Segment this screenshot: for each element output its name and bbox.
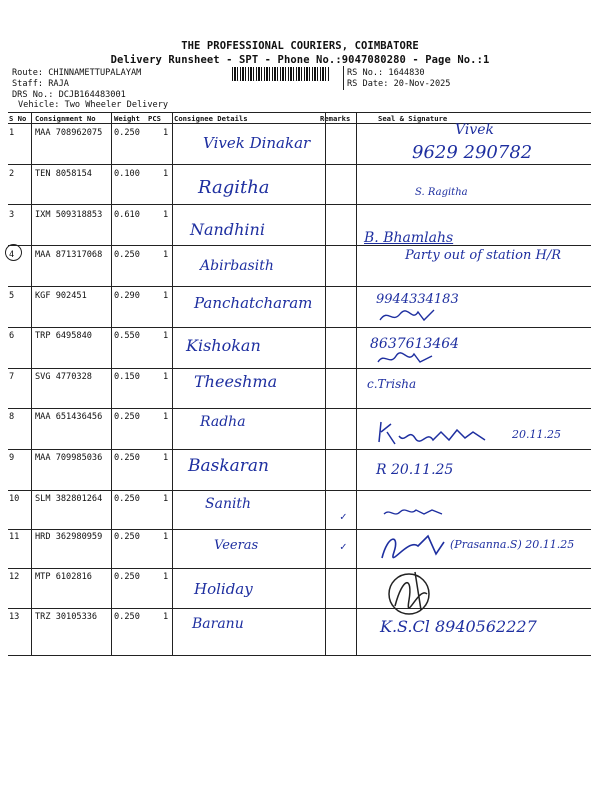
- route-label: Route: CHINNAMETTUPALAYAM: [12, 68, 142, 78]
- row-consignment: SLM 382801264: [35, 494, 103, 504]
- grid-line: [8, 327, 591, 328]
- row-sno: 4: [9, 250, 15, 260]
- signature-scribble: [378, 306, 438, 326]
- grid-line: [8, 245, 591, 246]
- consignee-name: Holiday: [194, 580, 253, 598]
- consignee-name: Nandhini: [190, 220, 265, 239]
- grid-line: [8, 408, 591, 409]
- row-pcs: 1: [163, 331, 169, 341]
- vehicle-label: Vehicle: Two Wheeler Delivery: [18, 100, 169, 110]
- row-weight: 0.290: [114, 291, 140, 301]
- row-consignment: TRP 6495840: [35, 331, 92, 341]
- drs-label: DRS No.: DCJB164483001: [12, 90, 126, 100]
- row-sno: 13: [9, 612, 20, 622]
- grid-line: [8, 529, 591, 530]
- consignee-name: Panchatcharam: [194, 294, 313, 312]
- row-pcs: 1: [163, 128, 169, 138]
- grid-line: [172, 112, 173, 655]
- row-weight: 0.250: [114, 453, 140, 463]
- row-sno: 5: [9, 291, 15, 301]
- consignee-name: Baranu: [192, 616, 244, 632]
- row-sno: 10: [9, 494, 20, 504]
- row-weight: 0.550: [114, 331, 140, 341]
- rs-date: RS Date: 20-Nov-2025: [347, 79, 451, 89]
- grid-line: [8, 655, 591, 656]
- row-consignment: MAA 871317068: [35, 250, 103, 260]
- consignee-name: Theeshma: [194, 372, 278, 391]
- grid-line: [325, 112, 326, 655]
- row-sno: 11: [9, 532, 20, 542]
- grid-line: [8, 368, 591, 369]
- signature-scribble: [378, 532, 448, 562]
- row-pcs: 1: [163, 494, 169, 504]
- row-weight: 0.610: [114, 210, 140, 220]
- row-weight: 0.250: [114, 572, 140, 582]
- grid-line: [111, 112, 112, 655]
- consignee-name: Sanith: [205, 496, 252, 512]
- grid-line: [8, 449, 591, 450]
- row-pcs: 1: [163, 210, 169, 220]
- row-pcs: 1: [163, 453, 169, 463]
- grid-line: [8, 490, 591, 491]
- consignee-name: Ragitha: [198, 177, 270, 198]
- grid-line: [8, 608, 591, 609]
- row-consignment: MAA 709985036: [35, 453, 103, 463]
- col-weight: Weight: [114, 114, 140, 123]
- grid-line: [8, 164, 591, 165]
- consignee-name: Kishokan: [186, 336, 261, 355]
- row-weight: 0.250: [114, 612, 140, 622]
- row-weight: 0.250: [114, 412, 140, 422]
- row-sno: 9: [9, 453, 15, 463]
- consignee-name: Radha: [200, 414, 246, 430]
- seal-signature: 8637613464: [370, 336, 460, 352]
- grid-line: [356, 112, 357, 655]
- col-remarks: Remarks: [320, 114, 351, 123]
- seal-date: 20.11.25: [512, 428, 561, 441]
- remark-tick: ✓: [340, 540, 347, 553]
- row-pcs: 1: [163, 572, 169, 582]
- row-consignment: MTP 6102816: [35, 572, 92, 582]
- col-consignee: Consignee Details: [174, 114, 248, 123]
- row-weight: 0.250: [114, 128, 140, 138]
- header-divider: [343, 66, 344, 90]
- row-pcs: 1: [163, 169, 169, 179]
- col-sno: S No: [9, 114, 27, 123]
- row-consignment: KGF 902451: [35, 291, 87, 301]
- consignee-name: Veeras: [214, 538, 259, 553]
- signature-scribble: [382, 504, 446, 520]
- col-seal: Seal & Signature: [378, 114, 448, 123]
- row-pcs: 1: [163, 412, 169, 422]
- seal-signature: 9629 290782: [412, 142, 533, 163]
- row-pcs: 1: [163, 291, 169, 301]
- rs-number: RS No.: 1644830: [347, 68, 425, 78]
- barcode: [232, 67, 330, 81]
- signature-scribble: [385, 566, 437, 618]
- row-consignment: SVG 4770328: [35, 372, 92, 382]
- col-consignment: Consignment No: [35, 114, 96, 123]
- runsheet-title: Delivery Runsheet - SPT - Phone No.:9047080280 - Page No.:1: [110, 54, 490, 66]
- row-weight: 0.150: [114, 372, 140, 382]
- row-sno: 3: [9, 210, 15, 220]
- row-consignment: MAA 708962075: [35, 128, 103, 138]
- grid-line: [31, 112, 32, 655]
- signature-scribble: [376, 350, 436, 368]
- company-title: THE PROFESSIONAL COURIERS, COIMBATORE: [181, 40, 419, 52]
- row-weight: 0.100: [114, 169, 140, 179]
- grid-line: [8, 123, 591, 124]
- row-sno: 7: [9, 372, 15, 382]
- grid-line: [8, 286, 591, 287]
- grid-line: [8, 112, 591, 113]
- consignee-name: Abirbasith: [200, 258, 274, 274]
- row-consignment: MAA 651436456: [35, 412, 103, 422]
- consignee-name: Baskaran: [188, 456, 269, 476]
- row-sno: 6: [9, 331, 15, 341]
- seal-signature: 9944334183: [376, 292, 459, 307]
- seal-signature: K.S.Cl 8940562227: [380, 617, 537, 636]
- row-consignment: TEN 8058154: [35, 169, 92, 179]
- row-sno: 12: [9, 572, 20, 582]
- grid-line: [8, 204, 591, 205]
- seal-remark: Party out of station H/R: [405, 248, 562, 263]
- row-pcs: 1: [163, 372, 169, 382]
- signature-scribble: [375, 418, 505, 446]
- row-weight: 0.250: [114, 494, 140, 504]
- row-consignment: TRZ 30105336: [35, 612, 98, 622]
- row-pcs: 1: [163, 250, 169, 260]
- seal-signature: R 20.11.25: [376, 462, 454, 478]
- row-sno: 1: [9, 128, 15, 138]
- seal-signature: S. Ragitha: [415, 187, 468, 198]
- grid-line: [8, 568, 591, 569]
- row-sno: 8: [9, 412, 15, 422]
- row-consignment: HRD 362980959: [35, 532, 103, 542]
- col-pcs: PCS: [148, 114, 161, 123]
- consignee-name: Vivek Dinakar: [203, 134, 311, 152]
- row-pcs: 1: [163, 532, 169, 542]
- seal-signature: (Prasanna.S) 20.11.25: [450, 538, 575, 551]
- seal-signature: c.Trisha: [367, 377, 417, 391]
- row-weight: 0.250: [114, 250, 140, 260]
- row-consignment: IXM 509318853: [35, 210, 103, 220]
- staff-label: Staff: RAJA: [12, 79, 69, 89]
- row-weight: 0.250: [114, 532, 140, 542]
- row-sno: 2: [9, 169, 15, 179]
- row-pcs: 1: [163, 612, 169, 622]
- seal-signature: Vivek: [455, 122, 495, 138]
- seal-signature: B. Bhamlahs: [364, 230, 454, 246]
- remark-tick: ✓: [340, 510, 347, 523]
